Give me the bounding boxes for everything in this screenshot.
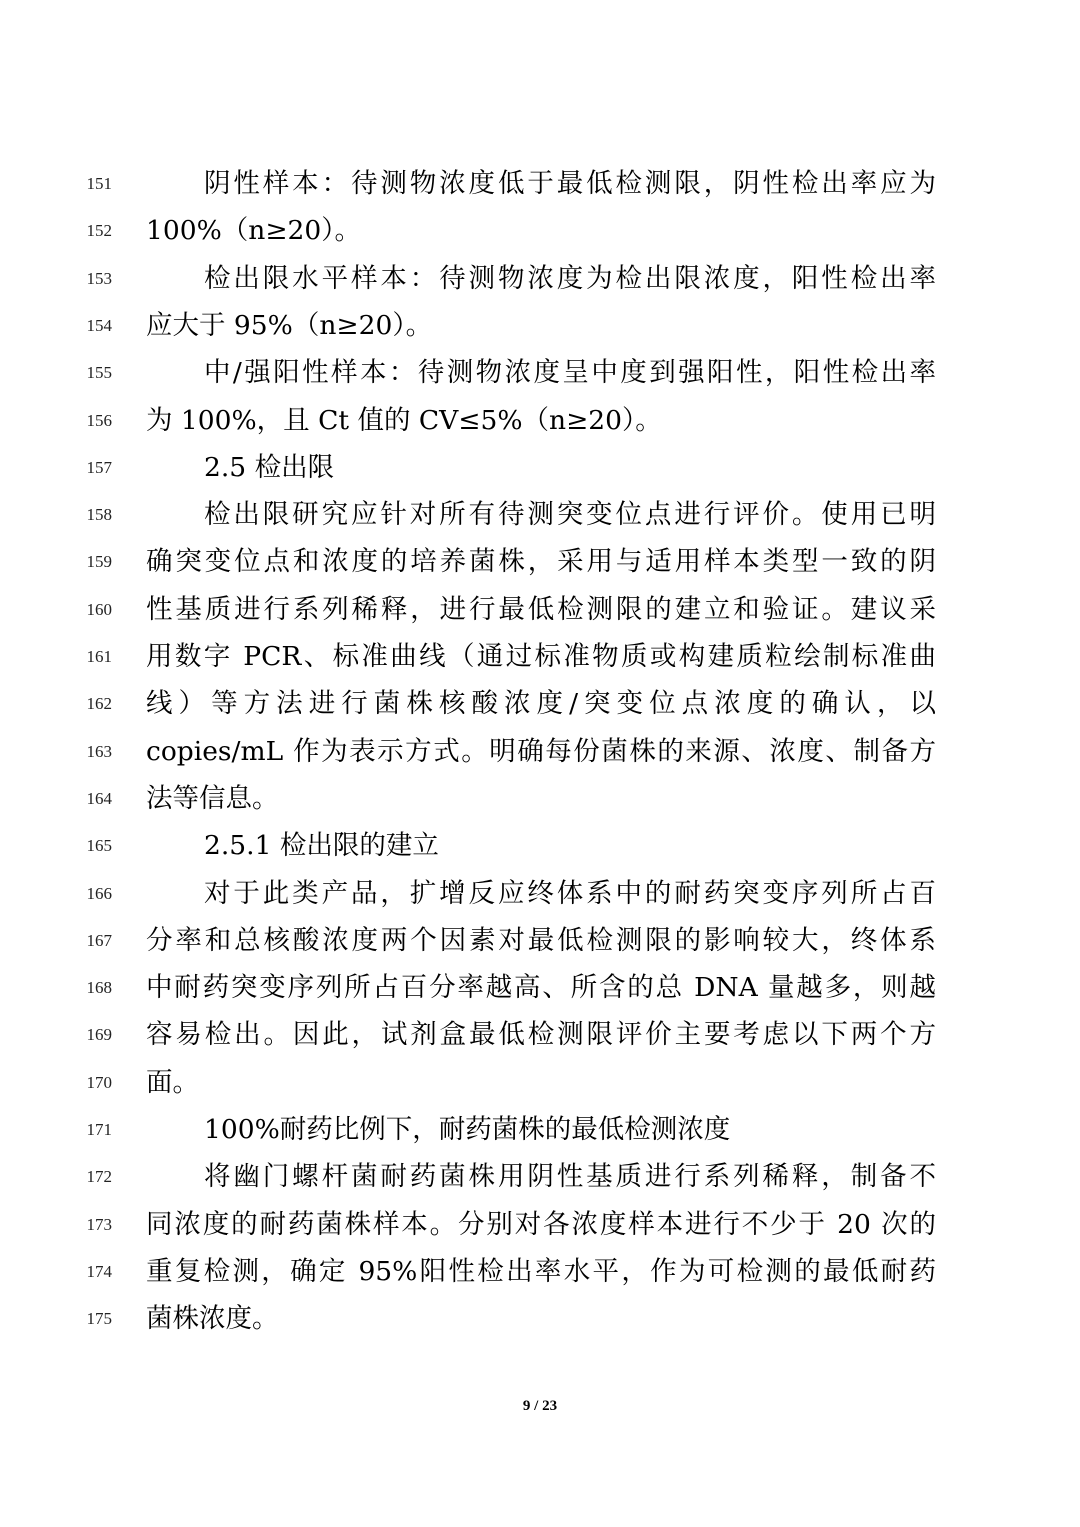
text-line: [0, 775, 1080, 823]
line-number: 155: [86, 363, 112, 383]
line-number: 169: [86, 1025, 112, 1045]
line-text: 中/强阳性样本：待测物浓度呈中度到强阳性，阳性检出率: [204, 357, 936, 389]
line-number: 172: [86, 1167, 112, 1187]
line-text: 确突变位点和浓度的培养菌株，采用与适用样本类型一致的阴: [146, 546, 936, 578]
text-line: [0, 1153, 1080, 1201]
line-text: 100%（n≥20）。: [146, 215, 362, 247]
text-line: [0, 1295, 1080, 1343]
text-line: [0, 728, 1080, 776]
line-number: 159: [86, 552, 112, 572]
line-text: 将幽门螺杆菌耐药菌株用阴性基质进行系列稀释，制备不: [204, 1161, 936, 1193]
line-text: 为 100%，且 Ct 值的 CV≤5%（n≥20）。: [146, 404, 662, 436]
line-number: 154: [86, 315, 112, 335]
text-line: [0, 255, 1080, 303]
page-number: 9 / 23: [522, 1398, 558, 1414]
line-number: 164: [86, 788, 112, 808]
text-line: [0, 207, 1080, 255]
line-number: 173: [86, 1214, 112, 1234]
line-text: 应大于 95%（n≥20）。: [146, 309, 433, 341]
line-text: 同浓度的耐药菌株样本。分别对各浓度样本进行不少于 20 次的: [146, 1208, 936, 1240]
text-line: [0, 917, 1080, 965]
line-text: 面。: [146, 1066, 199, 1098]
line-text: 性基质进行系列稀释，进行最低检测限的建立和验证。建议采: [146, 593, 936, 625]
line-text: 重复检测，确定 95%阳性检出率水平，作为可检测的最低耐药: [146, 1255, 936, 1287]
line-text: copies/mL 作为表示方式。明确每份菌株的来源、浓度、制备方: [146, 735, 936, 767]
line-text: 线）等方法进行菌株核酸浓度/突变位点浓度的确认，以: [146, 688, 936, 720]
text-line: [0, 870, 1080, 918]
line-text: 2.5 检出限: [204, 451, 335, 483]
line-number: 163: [86, 741, 112, 761]
text-line: [0, 491, 1080, 539]
line-number: 161: [86, 647, 112, 666]
line-number: 171: [86, 1120, 112, 1139]
line-text: 法等信息。: [146, 782, 279, 814]
line-number: 167: [86, 930, 112, 950]
text-line: [0, 1059, 1080, 1107]
text-line: [0, 160, 1080, 208]
line-text: 阴性样本：待测物浓度低于最低检测限，阴性检出率应为: [204, 168, 936, 199]
line-number: 166: [86, 883, 112, 903]
line-text: 100%耐药比例下，耐药菌株的最低检测浓度: [204, 1114, 731, 1145]
line-number: 162: [86, 694, 112, 714]
line-text: 容易检出。因此，试剂盒最低检测限评价主要考虑以下两个方: [146, 1019, 936, 1051]
line-text: 检出限水平样本：待测物浓度为检出限浓度，阳性检出率: [204, 262, 936, 294]
line-number: 157: [86, 457, 112, 477]
line-number: 151: [86, 174, 112, 193]
line-text: 对于此类产品，扩增反应终体系中的耐药突变序列所占百: [204, 877, 936, 909]
text-line: [0, 1248, 1080, 1296]
text-line: [0, 586, 1080, 634]
line-number: 165: [86, 836, 112, 856]
text-line: [0, 633, 1080, 681]
line-number: 160: [86, 599, 112, 619]
line-text: 2.5.1 检出限的建立: [204, 830, 439, 862]
text-line: [0, 822, 1080, 870]
text-line: [0, 397, 1080, 445]
line-number: 153: [86, 268, 112, 288]
line-text: 检出限研究应针对所有待测突变位点进行评价。使用已明: [204, 499, 936, 531]
line-text: 用数字 PCR、标准曲线（通过标准物质或构建质粒绘制标准曲: [146, 641, 936, 672]
text-line: [0, 1106, 1080, 1154]
line-text: 分率和总核酸浓度两个因素对最低检测限的影响较大，终体系: [146, 924, 936, 956]
text-line: [0, 1201, 1080, 1249]
text-line: [0, 302, 1080, 350]
line-number: 170: [86, 1072, 112, 1092]
text-line: [0, 444, 1080, 492]
line-number: 175: [86, 1309, 112, 1329]
line-number: 152: [86, 221, 112, 241]
line-text: 菌株浓度。: [146, 1303, 279, 1335]
line-number: 174: [86, 1261, 112, 1281]
line-number: 168: [86, 978, 112, 998]
text-line: [0, 1011, 1080, 1059]
line-number: 156: [86, 410, 112, 430]
text-line: [0, 964, 1080, 1012]
text-line: [0, 349, 1080, 397]
line-number: 158: [86, 505, 112, 525]
text-line: [0, 538, 1080, 586]
text-line: [0, 680, 1080, 728]
line-text: 中耐药突变序列所占百分率越高、所含的总 DNA 量越多，则越: [146, 972, 936, 1004]
